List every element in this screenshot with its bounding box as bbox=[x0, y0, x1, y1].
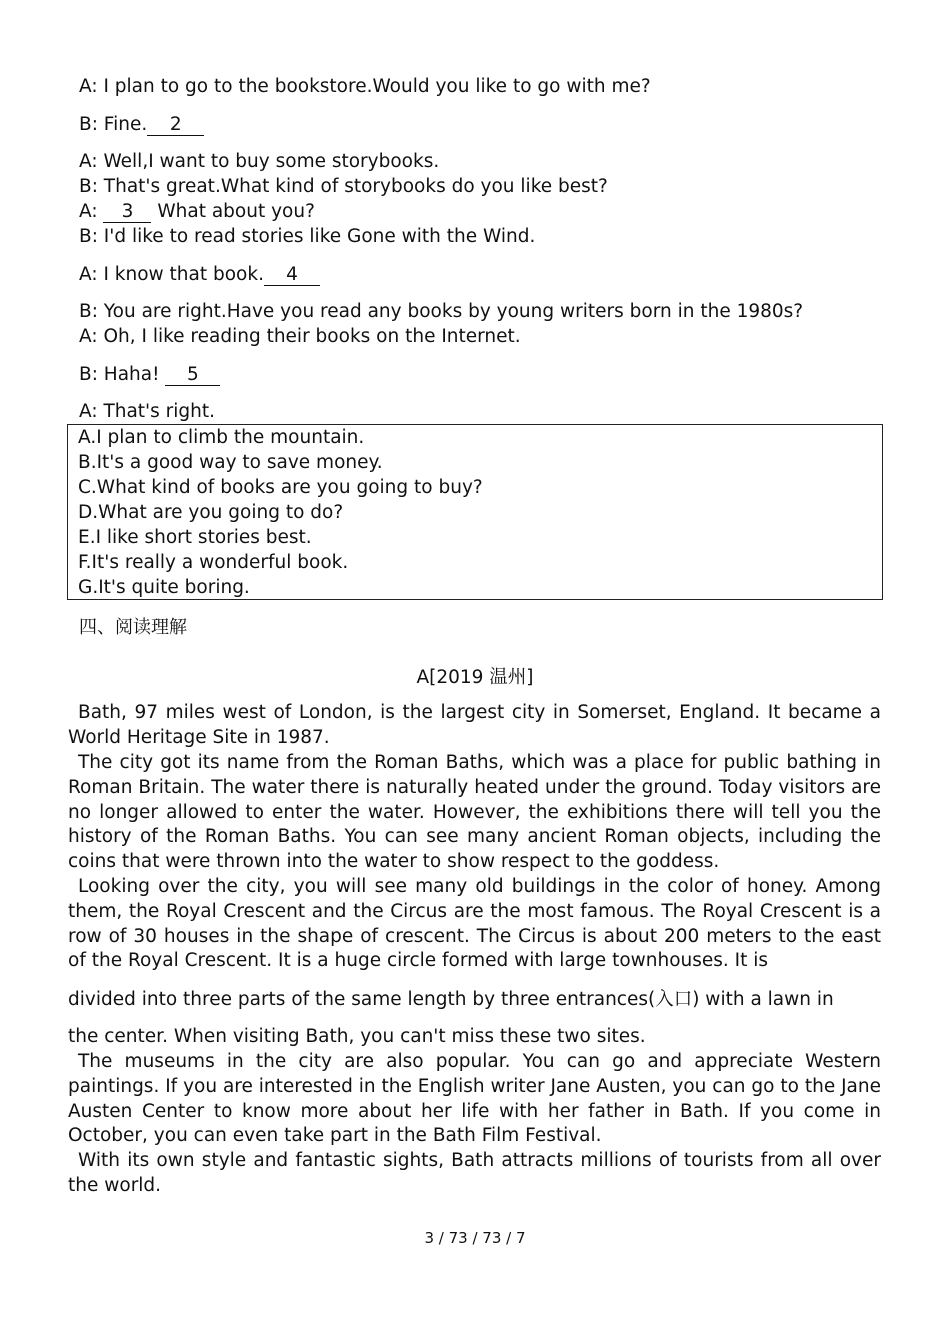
options-box bbox=[67, 424, 883, 600]
paragraph-1: Bath, 97 miles west of London, is the largest city in Somerset, England. It became a World Heritage Site in 1987. bbox=[68, 702, 881, 748]
blank-3: 3 bbox=[103, 202, 151, 223]
dialogue-line-5-prefix: A: bbox=[79, 201, 98, 222]
blank-4: 4 bbox=[264, 265, 320, 286]
option-b: B.It's a good way to save money. bbox=[78, 452, 383, 473]
dialogue-line-2-text: B: Fine. bbox=[79, 114, 148, 135]
dialogue-line-10-text: B: Haha! bbox=[79, 364, 160, 385]
dialogue-line-9: A: Oh, I like reading their books on the Internet. bbox=[79, 326, 521, 347]
option-a: A.I plan to climb the mountain. bbox=[78, 427, 365, 448]
option-f: F.It's really a wonderful book. bbox=[78, 552, 349, 573]
dialogue-line-6: B: I'd like to read stories like Gone with the Wind. bbox=[79, 226, 536, 247]
option-e: E.I like short stories best. bbox=[78, 527, 312, 548]
option-g: G.It's quite boring. bbox=[78, 577, 250, 598]
dialogue-line-3: A: Well,I want to buy some storybooks. bbox=[79, 151, 440, 172]
dialogue-line-1: A: I plan to go to the bookstore.Would you like to go with me? bbox=[79, 76, 651, 97]
dialogue-line-7-text: A: I know that book. bbox=[79, 264, 264, 285]
dialogue-line-4: B: That's great.What kind of storybooks do you like best? bbox=[79, 176, 608, 197]
dialogue-line-5 bbox=[79, 199, 315, 224]
paragraph-5: With its own style and fantastic sights, Bath attracts millions of tourists from all over the world. bbox=[68, 1150, 881, 1196]
paragraph-2: The city got its name from the Roman Baths, which was a place for public bathing in Roman Britain. The water there is naturally heated under the ground. Today visitors are no longer allowed to enter the water. However, the exhibitions there will tell you the history of the Roman Baths. You can see many ancient Roman objects, including the coins that were thrown into the water to show respect to the goddess. bbox=[68, 752, 881, 873]
blank-5: 5 bbox=[165, 365, 220, 386]
passage-title: A[2019 温州] bbox=[416, 667, 534, 688]
option-c: C.What kind of books are you going to buy? bbox=[78, 477, 483, 498]
paragraph-3: Looking over the city, you will see many old buildings in the color of honey. Among them, the Royal Crescent and the Circus are the most famous. The Royal Crescent is a row of 30 houses in the shape of crescent. The Circus is about 200 meters to the east of the Royal Crescent. It is a huge circle formed with large townhouses. It is bbox=[68, 876, 881, 972]
paragraph-3-line-6: the center. When visiting Bath, you can't miss these two sites. bbox=[68, 1026, 646, 1047]
dialogue-line-5-suffix: What about you? bbox=[157, 201, 315, 222]
dialogue-line-7 bbox=[79, 262, 320, 287]
dialogue-line-10 bbox=[79, 362, 220, 387]
dialogue-line-11: A: That's right. bbox=[79, 401, 216, 422]
dialogue-line-8: B: You are right.Have you read any books by young writers born in the 1980s? bbox=[79, 301, 804, 322]
paragraph-3-line-5: divided into three parts of the same length by three entrances(入口) with a lawn in bbox=[68, 989, 834, 1010]
option-d: D.What are you going to do? bbox=[78, 502, 344, 523]
page-footer: 3 / 73 / 73 / 7 bbox=[424, 1229, 526, 1247]
section-title: 四、阅读理解 bbox=[79, 617, 187, 638]
paragraph-4: The museums in the city are also popular. You can go and appreciate Western paintings. If you are interested in the English writer Jane Austen, you can go to the Jane Austen Center to know more about her life with her father in Bath. If you come in October, you can even take part in the Bath Film Festival. bbox=[68, 1051, 881, 1147]
dialogue-line-2 bbox=[79, 112, 204, 137]
blank-2: 2 bbox=[147, 115, 204, 136]
